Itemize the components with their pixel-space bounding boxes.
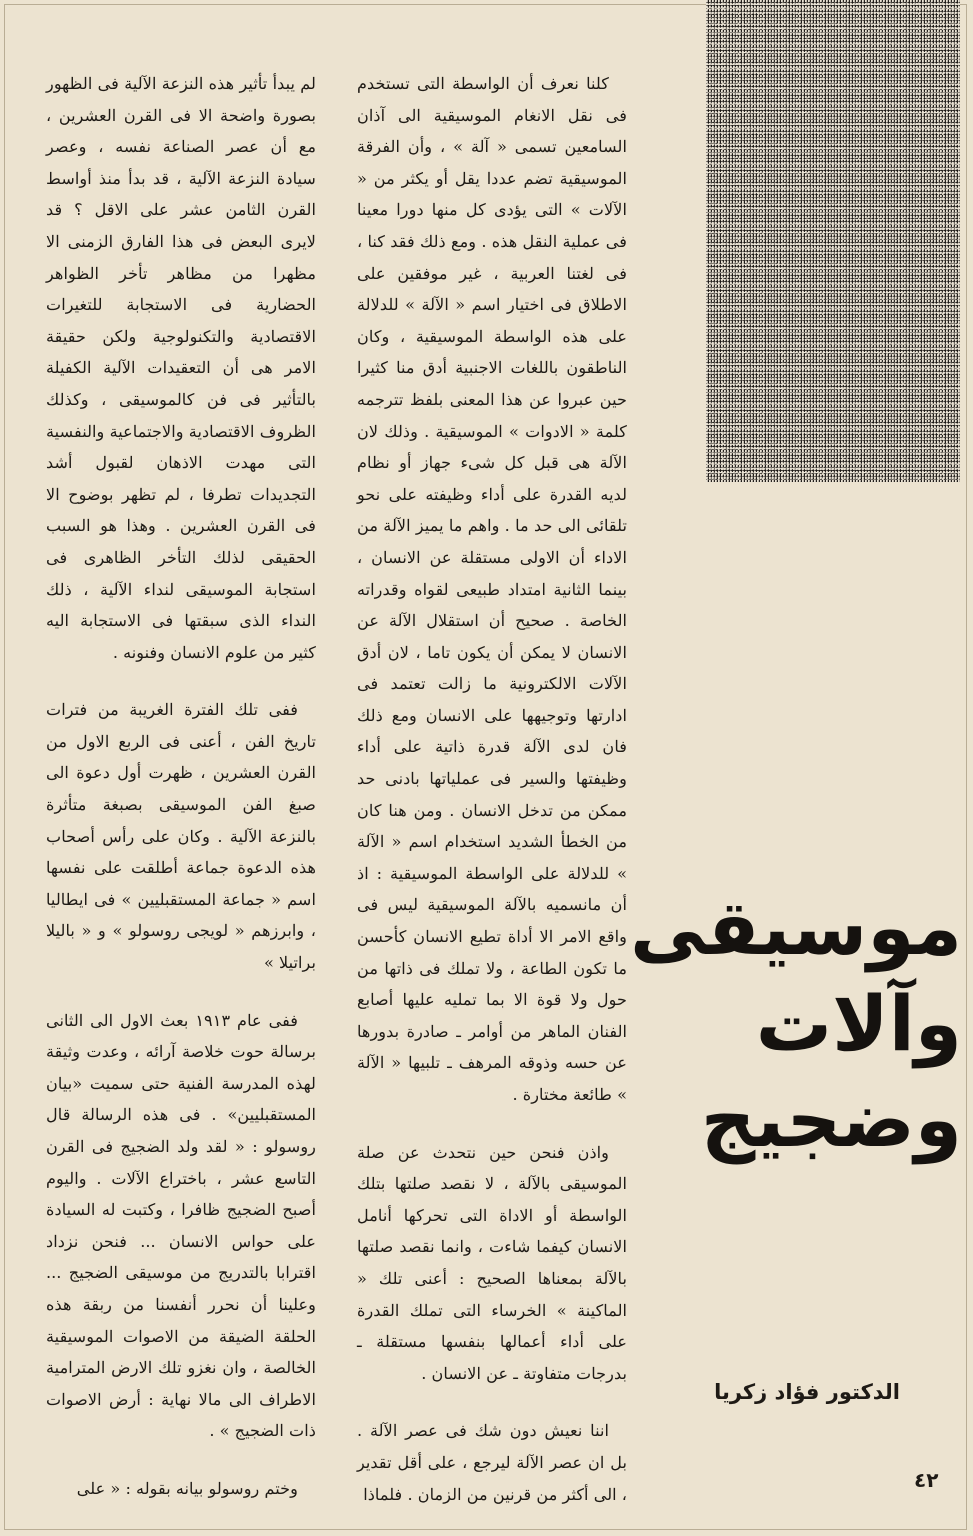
title-line: وضجيج	[700, 1075, 962, 1164]
paragraph: ففى تلك الفترة الغريبة من فترات تاريخ الفن ، أعنى فى الربع الاول من القرن العشرين ، ظهرت أول دعوة الى صبغ الفن الموسيقى بصبغة متأثرة بالنزعة الآلية . وكان على رأس أصحاب هذه الدعوة جماعة أطلقت على نفسها اسم « جماعة المستقبليين » فى ايطاليا ، وابرزهم « لويجى روسولو » و « باليلا براتيلا »	[46, 700, 316, 973]
paragraph: اننا نعيش دون شك فى عصر الآلة . بل ان عصر الآلة ليرجع ، على أقل تقدير ، الى أكثر من قرنين من الزمان . فلماذا	[357, 1421, 627, 1504]
article-title	[629, 880, 962, 1168]
author-byline: الدكتور فؤاد زكريا	[714, 1380, 900, 1404]
left-text-column	[46, 68, 316, 1505]
paragraph: واذن فنحن حين نتحدث عن صلة الموسيقى بالآلة ، لا نقصد صلتها بتلك الواسطة أو الاداة التى تحركها أنامل الانسان كيفما شاءت ، وانما نقصد صلتها بالآلة بمعناها الصحيح : أعنى تلك « الماكينة » الخرساء التى تملك القدرة على أداء أعمالها بنفسها مستقلة ـ بدرجات متفاوتة ـ عن الانسان .	[357, 1142, 627, 1383]
decorative-noise-image	[706, 0, 960, 482]
title-line: وآلات	[755, 979, 962, 1068]
paragraph: ففى عام ١٩١٣ بعث الاول الى الثانى برسالة حوت خلاصة آرائه ، وعدت وثيقة لهذه المدرسة الفنية حتى سميت «بيان المستقبليين» . فى هذه الرسالة قال روسولو : « لقد ولد الضجيج فى القرن التاسع عشر ، باختراع الآلات . واليوم أصبح الضجيج ظافرا ، وكتبت له السيادة على حواس الانسان ... فنحن نزداد اقترابا بالتدريج من موسيقى الضجيج ... وعلينا أن نحرر أنفسنا من ربقة هذه الحلقة الضيقة من الاصوات الموسيقية الخالصة ، وان نغزو تلك الارض المترامية الاطراف الى مالا نهاية : أرض الاصوات ذات الضجيج » .	[46, 1010, 316, 1441]
title-line: موسيقى	[629, 883, 962, 972]
page-number: ٤٢	[914, 1468, 939, 1492]
paragraph: لم يبدأ تأثير هذه النزعة الآلية فى الظهور بصورة واضحة الا فى القرن العشرين ، مع أن عصر الصناعة نفسه ، وعصر سيادة النزعة الآلية ، قد بدأ منذ أواسط القرن الثامن عشر على الاقل ؟ قد لايرى البعض فى هذا الفارق الزمنى الا مظهرا من مظاهر تأخر الظواهر الحضارية فى الاستجابة للتغيرات الاقتصادية والتكنولوجية ولكن حقيقة الامر هى أن التعقيدات الآلية الكفيلة بالتأثير فى فن كالموسيقى ، وكذلك الظروف الاقتصادية والاجتماعية والنفسية التى مهدت الاذهان لقبول أشد التجديدات تطرفا ، لم تظهر بوضوح الا فى القرن العشرين . وهذا هو السبب الحقيقى لذلك التأخر الظاهرى فى استجابة الموسيقى لنداء الآلية ، ذلك النداء الذى سبقتها فى الاستجابة اليه كثير من علوم الانسان وفنونه .	[46, 74, 316, 662]
right-text-column	[357, 68, 627, 1510]
paragraph: كلنا نعرف أن الواسطة التى تستخدم فى نقل الانغام الموسيقية الى آذان السامعين تسمى « آلة » ، وأن الفرقة الموسيقية تضم عددا يقل أو يكثر من « الآلات » التى يؤدى كل منها دورا معينا فى عملية النقل هذه . ومع ذلك فقد كنا ، فى لغتنا العربية ، غير موفقين على الاطلاق فى اختيار اسم « الآلة » للدلالة على هذه الواسطة الموسيقية ، وكان الناطقون باللغات الاجنبية أدق منا كثيرا حين عبروا عن هذا المعنى بلفظ تترجمه كلمة « الادوات » الموسيقية . وذلك لان الآلة هى قبل كل شىء جهاز أو نظام لديه القدرة على أداء وظيفته على نحو تلقائى الى حد ما . واهم ما يميز الآلة من الاداء أن الاولى مستقلة عن الانسان ، بينما الثانية امتداد طبيعى لقواه وقدراته الخاصة . صحيح أن استقلال الآلة عن الانسان لا يمكن أن يكون تاما ، لان أدق الآلات الالكترونية ما زالت تعتمد فى ادارتها وتوجيهها على الانسان ومع ذلك فان لدى الآلة قدرة ذاتية على أداء وظيفتها والسير فى عملياتها بادنى حد ممكن من تدخل الانسان . ومن هنا كان من الخطأ الشديد استخدام اسم « الآلة » للدلالة على الواسطة الموسيقية : اذ أن مانسميه بالآلة الموسيقية ليس فى واقع الامر الا أداة تطيع الانسان كأحسن ما تكون الطاعة ، ولا تملك فى ذاتها من حول ولا قوة الا بما تمليه عليها أصابع الفنان الماهر من أوامر ـ صادرة بدورها عن حسه وذوقه المرهف ـ تلبيها « الآلة » طائعة مختارة .	[357, 74, 627, 1104]
paragraph: وختم روسولو بيانه بقوله : « على	[76, 1478, 298, 1498]
